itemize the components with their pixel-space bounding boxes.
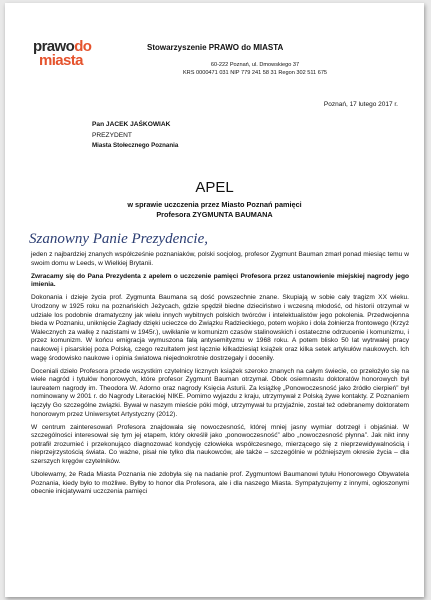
document-subtitle bbox=[5, 200, 424, 220]
organization-name: Stowarzyszenie PRAWO do MIASTA bbox=[147, 43, 284, 52]
salutation: Szanowny Panie Prezydencie, bbox=[29, 231, 208, 247]
recipient-institution: Miasta Stołecznego Poznania bbox=[92, 142, 179, 149]
organization-address: 60-222 Poznań, ul. Dmowskiego 37 bbox=[210, 62, 300, 68]
document-title: APEL bbox=[195, 179, 234, 196]
subtitle-line-2: Profesora ZYGMUNTA BAUMANA bbox=[156, 210, 273, 219]
body-paragraph: W centrum zainteresowań Profesora znajdowała się nowoczesność, której mniej jasny wymiar dotrzegł i objaśniał. W szczególności interesował się tym jej etapem, który określił jako „ponowoczesność” albo „nowoczesność płynna”. Jak nikt inny potrafił zrozumieć i przekonująco diagnozować kondycję człowieka współczesnego, mierzącego się z nieprzewidywalnością i nieprzejrzystością świata. Co ważne, pisał nie tylko dla naukowców, ale także – szczególnie w późniejszym okresie życia – dla szerszych kręgów czytelników. bbox=[31, 423, 409, 466]
organization-logo bbox=[33, 40, 91, 69]
letter-page bbox=[5, 3, 424, 597]
recipient-name: Pan JACEK JAŚKOWIAK bbox=[92, 121, 171, 128]
subtitle-line-1: w sprawie uczczenia przez Miasto Poznań pamięci bbox=[127, 200, 302, 209]
recipient-title: PREZYDENT bbox=[92, 131, 132, 139]
logo-word-miasta: miasta bbox=[39, 52, 83, 70]
letter-date: Poznań, 17 lutego 2017 r. bbox=[323, 101, 398, 108]
body-paragraph: Ubolewamy, że Rada Miasta Poznania nie zdobyła się na nadanie prof. Zygmuntowi Baumanowi tytułu Honorowego Obywatela Poznania, kiedy było to możliwe. Byłby to honor dla Profesora, ale i dla naszego Miasta. Sympatyzujemy z innymi, ogłoszonymi obecnie inicjatywami uczczenia pamięci bbox=[31, 471, 409, 496]
organization-registry: KRS 0000471 031 NIP 779 241 58 31 Regon 302 511 675 bbox=[182, 70, 328, 77]
recipient-block bbox=[92, 120, 178, 152]
body-paragraph: Doceniali dzieło Profesora przede wszystkim czytelnicy licznych książek szeroko znanych na całym świecie, co przełożyło się na wiele nagród i tytułów honorowych, które profesor Zygmunt Bauman otrzymał. Obok osiemnastu doktoratów honorowych był laureatem nagrody im. Theodora W. Adorno oraz nagrody Księcia Asturii. Za książkę „Ponowoczesność jako źródło cierpień” był nominowany w 2001 r. do Nagrody Literackiej NIKE. Pomimo wyjazdu z kraju, utrzymywał z Polską żywe kontakty. Z Poznaniem łączyły Go szczególne związki. Bywał w naszym mieście póki mógł, utrzymywał tu przyjaźnie, został też odebranemy doktoratem honorowym przez Uniwersytet Artystyczny (2012). bbox=[31, 367, 409, 418]
body-paragraph: jeden z najbardziej znanych współcześnie poznaniaków, polski socjolog, profesor Zygmunt Bauman zmarł ponad miesiąc temu w swoim domu w Leeds, w Wielkiej Brytanii. bbox=[31, 251, 409, 267]
letter-body bbox=[31, 251, 409, 501]
organization-address-block bbox=[155, 61, 355, 78]
logo-word-do: do bbox=[74, 38, 92, 55]
body-paragraph: Dokonania i dzieje życia prof. Zygmunta Baumana są dość powszechnie znane. Skupiają w sobie cały tragizm XX wieku. Urodzony w 1925 roku na poznańskich Jeżycach, gdzie spędził biedne dzieciństwo i wczesną młodość, od historii otrzymał w udziale los podobnie dramatyczny jak wielu innych wybitnych polskich twórców i intelektualistów jego pokolenia. Przedwojenna bieda w Poznaniu, uniknięcie Zagłady dzięki ucieczce do Związku Radzieckiego, potem wojsko i dola żołnierza frontowego (Krzyż Walecznych za walkę z nazistami w 1945r.), uwikłanie w komunizm czasów stalinowskich i ostateczne odrzucenie i komunizmu, i przez komunizm. W końcu emigracja wymuszona falą antysemityzmu w 1968 roku. A potem blisko 50 lat wytrwałej pracy naukowej i pisarskiej poza Polską, czego rezultatem jest łącznie kilkadziesiąt książek oraz kilka setek artykułów naukowych. Ich wagę środowisko naukowe i opinia światowa niejednokrotnie dostrzegały i doceniły. bbox=[31, 294, 409, 362]
logo-word-prawo: prawo bbox=[33, 38, 75, 55]
appeal-paragraph: Zwracamy się do Pana Prezydenta z apelem o uczczenie pamięci Profesora przez ustanowienie miejskiej nagrody jego imienia. bbox=[31, 272, 409, 289]
